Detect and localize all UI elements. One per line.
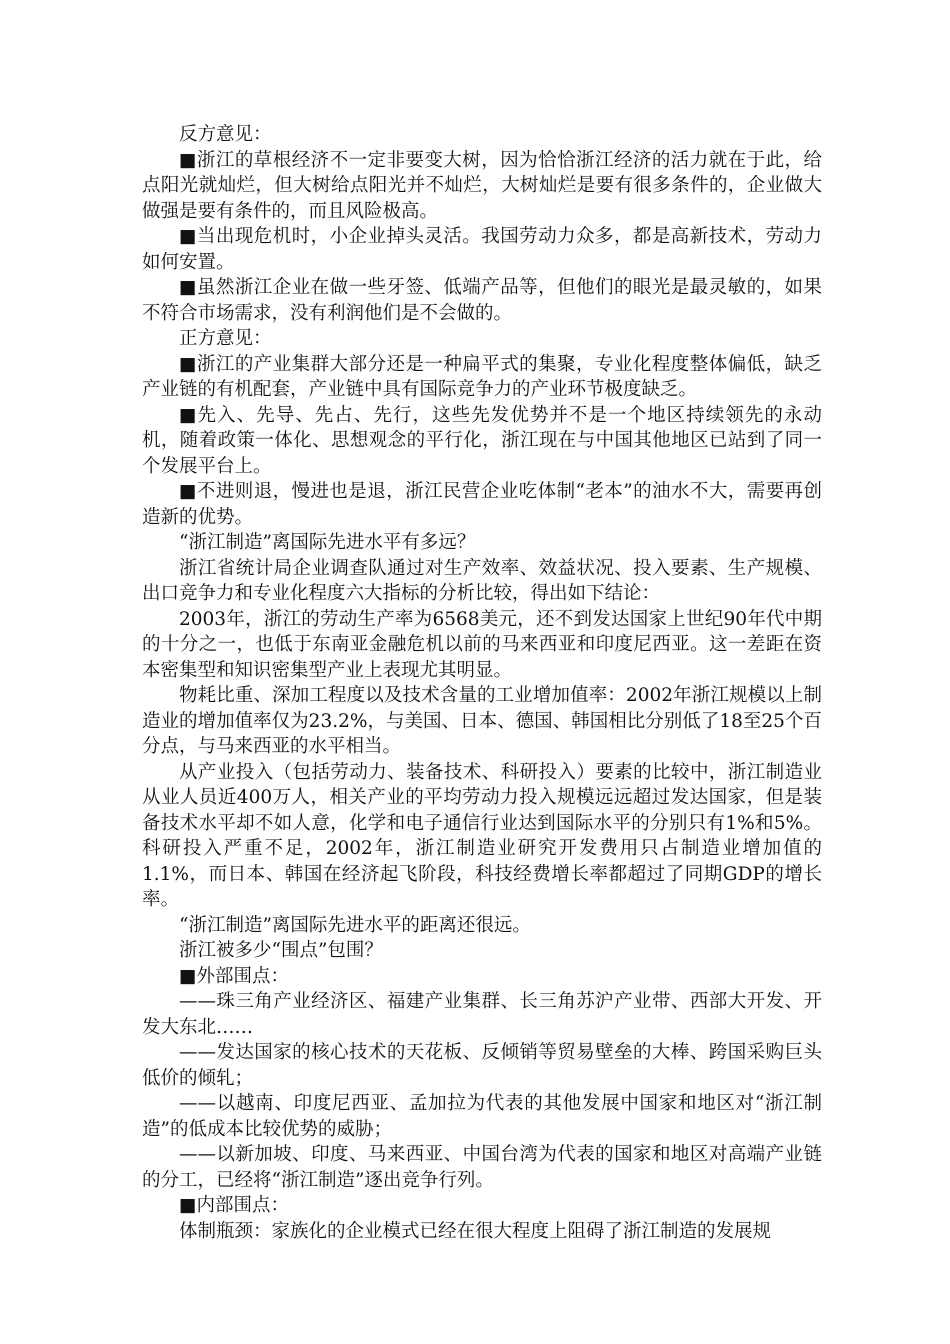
paragraph: ■先入、先导、先占、先行，这些先发优势并不是一个地区持续领先的永动机，随着政策一体化、思想观念的平行化，浙江现在与中国其他地区已站到了同一个发展平台上。 <box>142 404 822 477</box>
paragraph: 2003年，浙江的劳动生产率为6568美元，还不到发达国家上世纪90年代中期的十分之一，也低于东南亚金融危机以前的马来西亚和印度尼西亚。这一差距在资本密集型和知识密集型产业上表现尤其明显。 <box>142 608 822 681</box>
paragraph: ■外部围点： <box>179 965 289 987</box>
paragraph: ■浙江的产业集群大部分还是一种扁平式的集聚，专业化程度整体偏低，缺乏产业链的有机配套，产业链中具有国际竞争力的产业环节极度缺乏。 <box>142 353 822 400</box>
section-heading: 浙江被多少“围点”包围？ <box>179 940 383 961</box>
paragraph: 浙江省统计局企业调查队通过对生产效率、效益状况、投入要素、生产规模、出口竞争力和专业化程度六大指标的分析比较，得出如下结论： <box>142 557 822 604</box>
paragraph: “浙江制造”离国际先进水平的距离还很远。 <box>179 914 531 936</box>
document-body <box>142 122 822 1244</box>
paragraph-heading-opposing: 反方意见： <box>179 124 272 145</box>
paragraph: 体制瓶颈：家族化的企业模式已经在很大程度上阻碍了浙江制造的发展规 <box>179 1220 772 1242</box>
paragraph: ■不进则退，慢进也是退，浙江民营企业吃体制“老本”的油水不大，需要再创造新的优势。 <box>142 481 822 528</box>
paragraph: ——以越南、印度尼西亚、孟加拉为代表的其他发展中国家和地区对“浙江制造”的低成本比较优势的威胁； <box>142 1093 822 1140</box>
paragraph-heading-supporting: 正方意见： <box>179 328 272 349</box>
paragraph: ■浙江的草根经济不一定非要变大树，因为恰恰浙江经济的活力就在于此，给点阳光就灿烂，但大树给点阳光并不灿烂，大树灿烂是要有很多条件的，企业做大做强是要有条件的，而且风险极高。 <box>142 149 822 222</box>
paragraph: ■内部围点： <box>179 1195 289 1216</box>
paragraph: ——发达国家的核心技术的天花板、反倾销等贸易壁垒的大棒、跨国采购巨头低价的倾轧； <box>142 1042 822 1089</box>
section-heading: “浙江制造”离国际先进水平有多远？ <box>179 532 476 553</box>
paragraph: ■当出现危机时，小企业掉头灵活。我国劳动力众多，都是高新技术，劳动力如何安置。 <box>142 226 822 273</box>
paragraph: ——以新加坡、印度、马来西亚、中国台湾为代表的国家和地区对高端产业链的分工，已经将“浙江制造”逐出竞争行列。 <box>142 1144 822 1191</box>
paragraph: 物耗比重、深加工程度以及技术含量的工业增加值率：2002年浙江规模以上制造业的增加值率仅为23.2%，与美国、日本、德国、韩国相比分别低了18至25个百分点，与马来西亚的水平相当。 <box>142 685 822 757</box>
paragraph: 从产业投入（包括劳动力、装备技术、科研投入）要素的比较中，浙江制造业从业人员近400万人，相关产业的平均劳动力投入规模远远超过发达国家，但是装备技术水平却不如人意，化学和电子通信行业达到国际水平的分别只有1%和5%。科研投入严重不足，2002年，浙江制造业研究开发费用只占制造业增加值的1.1%，而日本、韩国在经济起飞阶段，科技经费增长率都超过了同期GDP的增长率。 <box>142 761 822 910</box>
paragraph: ——珠三角产业经济区、福建产业集群、长三角苏沪产业带、西部大开发、开发大东北…… <box>142 991 822 1038</box>
paragraph: ■虽然浙江企业在做一些牙签、低端产品等，但他们的眼光是最灵敏的，如果不符合市场需求，没有利润他们是不会做的。 <box>142 277 822 324</box>
